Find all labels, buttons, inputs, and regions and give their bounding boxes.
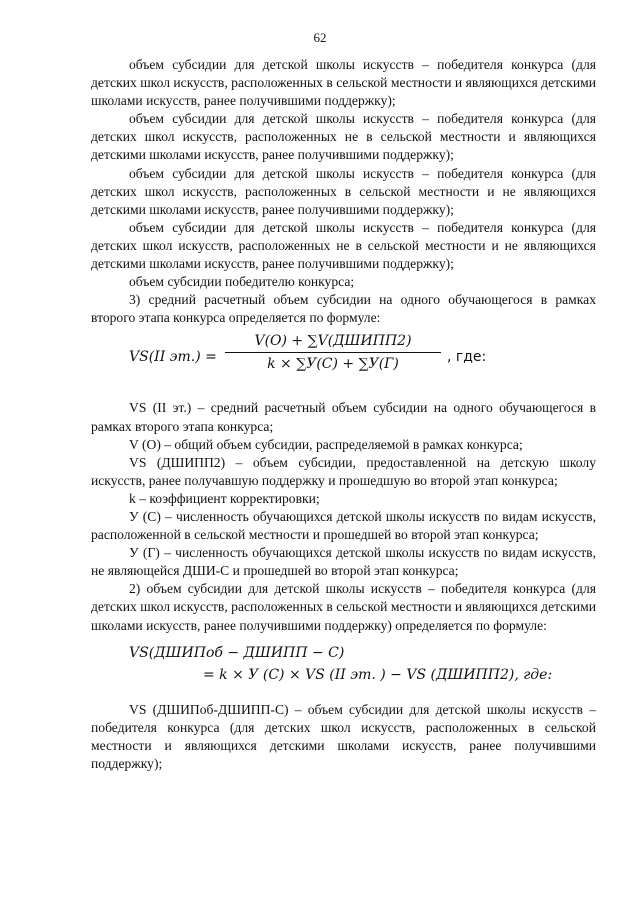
paragraph: VS (II эт.) – средний расчетный объем субсидии на одного обучающегося в рамках второго этапа конкурса;	[91, 400, 596, 434]
formula-line-1: VS(ДШИПоб − ДШИПП − С)	[129, 644, 345, 661]
paragraph: объем субсидии для детской школы искусств – победителя конкурса (для детских школ искусств, расположенных в сельской местности и не являющихся детскими школами искусств, ранее получившими поддержку);	[91, 165, 596, 217]
paragraph: объем субсидии для детской школы искусств – победителя конкурса (для детских школ искусств, расположенных не в сельской местности и являющихся детскими школами искусств, ранее получившими поддержку);	[91, 111, 596, 163]
paragraph: k – коэффициент корректировки;	[129, 490, 320, 506]
paragraph: объем субсидии для детской школы искусств – победителя конкурса (для детских школ искусств, расположенных в сельской местности и являющихся детскими школами искусств, ранее получившими поддержку);	[91, 57, 596, 109]
paragraph: VS (ДШИПП2) – объем субсидии, предоставленной на детскую школу искусств, ранее получавшую поддержку и прошедшую во второй этап конкурса;	[91, 454, 596, 488]
paragraph: объем субсидии победителю конкурса;	[129, 274, 355, 290]
paragraph: VS (ДШИПоб-ДШИПП-С) – объем субсидии для детской школы искусств – победителя конкурса (для детских школ искусств, расположенных в сельской местности и являющихся детскими школами искусств, ранее получившими поддержку);	[91, 701, 596, 771]
formula-winner-subsidy	[91, 645, 596, 689]
paragraph: У (С) – численность обучающихся детской школы искусств по видам искусств, расположенной в сельской местности и прошедшей во второй этап конкурса;	[91, 508, 596, 543]
formula-numerator: V(O) + ∑V(ДШИПП2)	[254, 333, 412, 350]
formula-average-subsidy	[91, 333, 596, 395]
formula-fraction	[225, 333, 441, 372]
formula-denominator: k × ∑У(С) + ∑У(Г)	[267, 356, 399, 373]
paragraph: 3) средний расчетный объем субсидии на одного обучающегося в рамках второго этапа конкурса определяется по формуле:	[91, 292, 596, 326]
formula-where: , где:	[447, 349, 487, 366]
formula-line-2: = k × У (С) × VS (II эт. ) − VS (ДШИПП2), где:	[203, 666, 553, 683]
page-number: 62	[313, 30, 327, 45]
formula-lhs: VS(II эт.) =	[129, 349, 217, 366]
document-body	[91, 56, 596, 773]
paragraph: объем субсидии для детской школы искусств – победителя конкурса (для детских школ искусств, расположенных не в сельской местности и не являющихся детскими школами искусств, ранее получившими поддержку);	[91, 219, 596, 272]
paragraph: V (O) – общий объем субсидии, распределяемой в рамках конкурса;	[129, 436, 523, 452]
paragraph: 2) объем субсидии для детской школы искусств – победителя конкурса (для детских школ искусств, расположенных в сельской местности и являющихся детскими школами искусств, ранее получившими поддержку) определяется по формуле:	[91, 581, 596, 633]
paragraph: У (Г) – численность обучающихся детской школы искусств по видам искусств, не являющейся ДШИ-С и прошедшей во второй этап конкурса;	[91, 545, 596, 579]
